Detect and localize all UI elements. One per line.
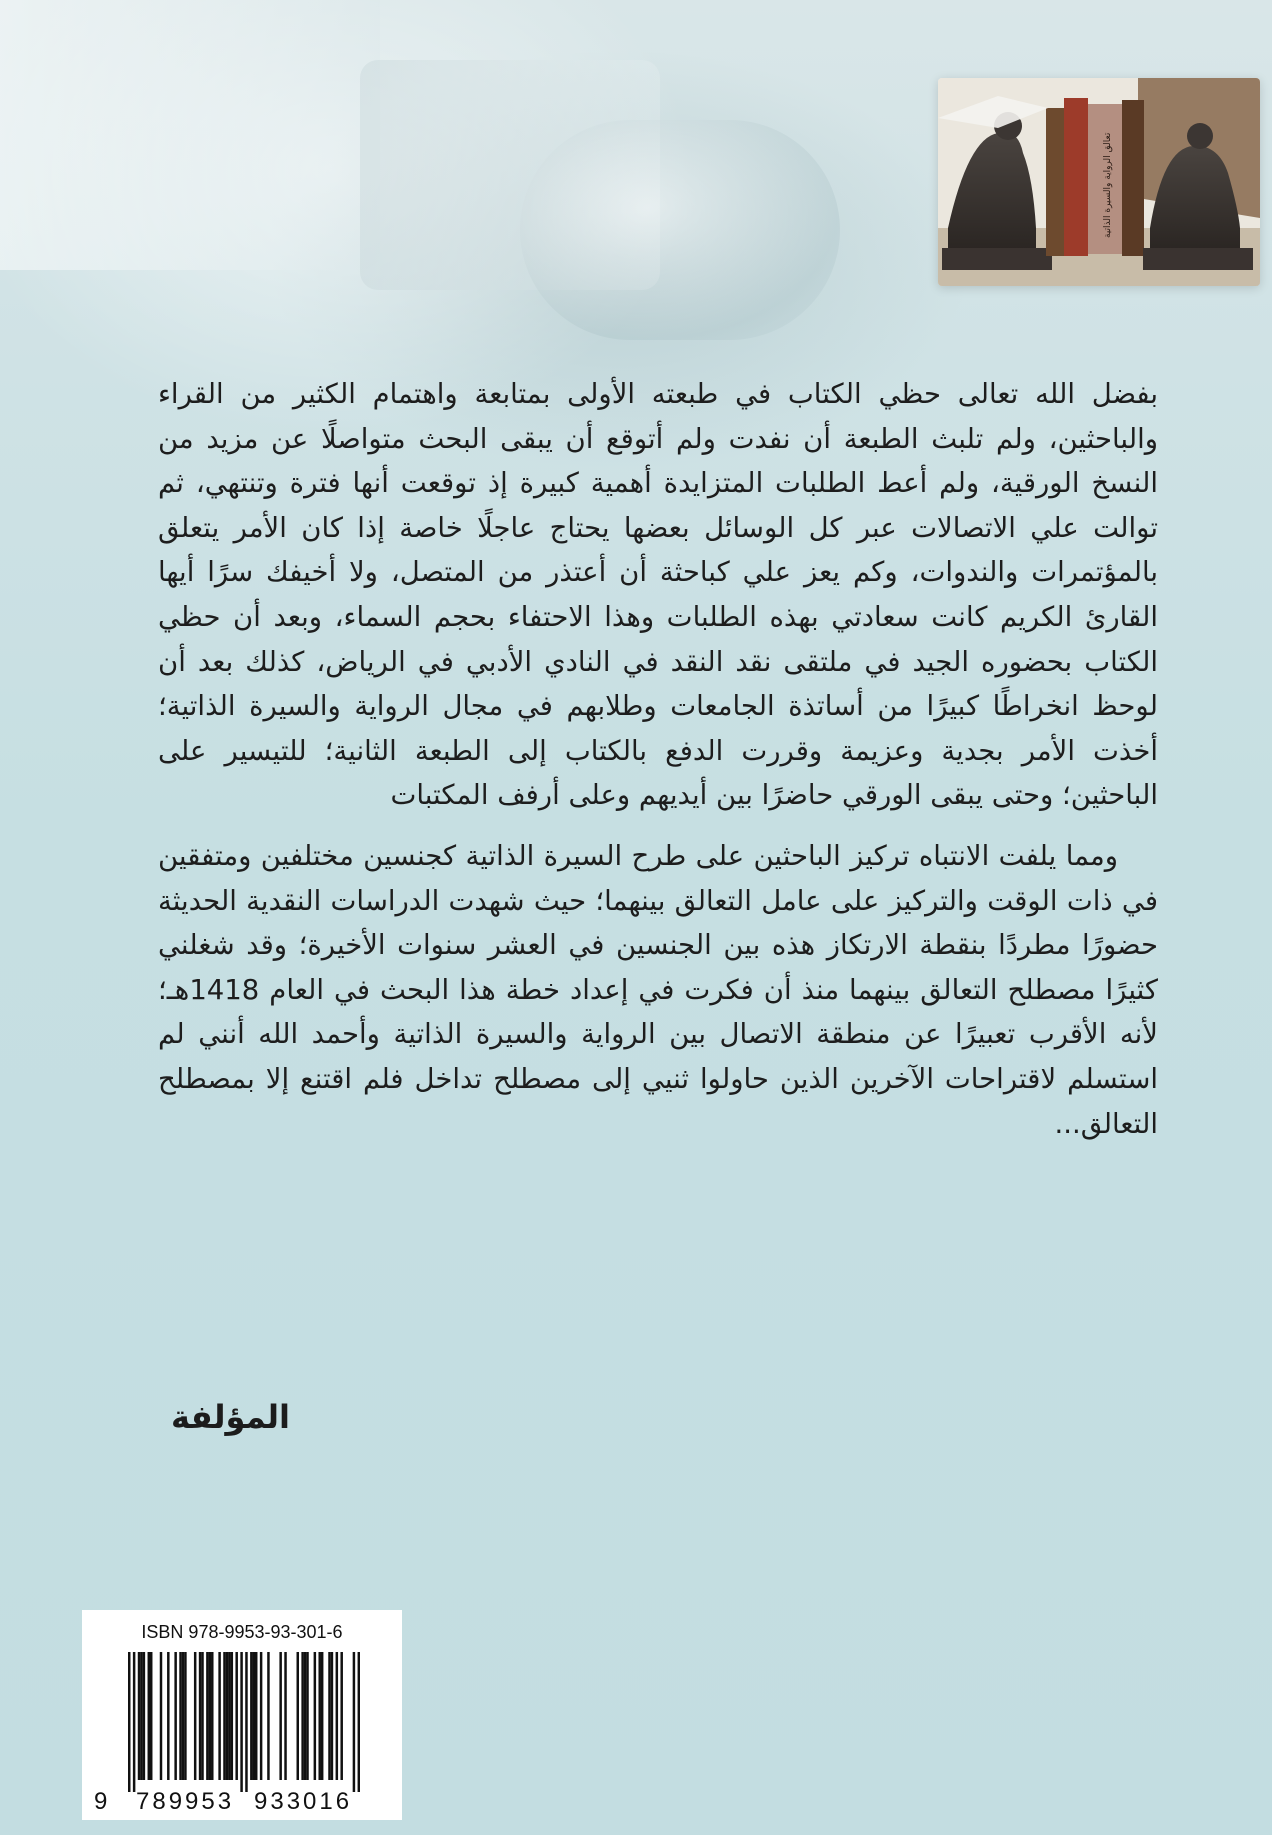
barcode-bar — [201, 1652, 203, 1780]
barcode-bars — [128, 1652, 360, 1792]
text-line: حظي الكتاب بحضوره الجيد في ملتقى نقد النقد في النادي الأدبي في الرياض، كذلك — [158, 600, 1158, 678]
barcode-digits-right: 933016 — [254, 1788, 353, 1815]
synopsis-text — [158, 372, 1158, 1146]
barcode-bar — [255, 1652, 257, 1780]
isbn-barcode — [82, 1610, 402, 1820]
barcode-bar — [226, 1652, 228, 1780]
text-line: ومتفقين في ذات الوقت والتركيز على عامل التعالق بينهما؛ حيث شهدت الدراسات — [158, 839, 1158, 917]
barcode-bar — [297, 1652, 299, 1780]
barcode-digits-left: 789953 — [136, 1788, 235, 1815]
barcode-bar — [306, 1652, 308, 1780]
barcode-bar — [133, 1652, 135, 1792]
barcode-bar — [253, 1652, 255, 1780]
barcode-bar — [353, 1652, 355, 1792]
barcode-bar — [160, 1652, 162, 1780]
text-line: الأخيرة؛ وقد شغلني كثيرًا مصطلح التعالق بينهما منذ أن فكرت في إعداد خطة هذا — [158, 929, 1159, 1006]
text-line: بعد أن لوحظ انخراطًا كبيرًا من أساتذة الجامعات وطلابهم في مجال الرواية والسيرة — [158, 645, 1158, 723]
barcode-bar — [340, 1652, 342, 1780]
barcode-bar — [318, 1652, 320, 1780]
barcode-bar — [358, 1652, 360, 1792]
barcode-bar — [250, 1652, 252, 1780]
background-book-shape — [0, 0, 380, 270]
isbn-label: ISBN 978-9953-93-301-6 — [141, 1622, 343, 1642]
text-line: ثم توالت علي الاتصالات عبر كل الوسائل بعضها يحتاج عاجلًا خاصة إذا كان الأمر — [158, 467, 1158, 544]
barcode-bar — [143, 1652, 145, 1780]
barcode-bar — [174, 1652, 176, 1780]
text-line: أيها القارئ الكريم كانت سعادتي بهذه الطلبات وهذا الاحتفاء بحجم السماء، وبعد أن — [158, 556, 1158, 633]
barcode-bar — [331, 1652, 333, 1780]
barcode-bar — [231, 1652, 233, 1780]
text-line: النقدية الحديثة حضورًا مطردًا بنقطة الارتكاز هذه بين الجنسين في العشر سنوات — [158, 884, 1159, 962]
barcode-bar — [245, 1652, 247, 1792]
barcode-bar — [240, 1652, 242, 1792]
barcode-bar — [223, 1652, 225, 1780]
barcode-bar — [314, 1652, 316, 1780]
barcode-bar — [304, 1652, 306, 1780]
barcode-bar — [218, 1652, 220, 1780]
barcode-bar — [279, 1652, 281, 1780]
barcode-bar — [336, 1652, 338, 1780]
barcode-bar — [167, 1652, 169, 1780]
bookends-photo — [938, 78, 1260, 286]
barcode-bar — [260, 1652, 262, 1780]
barcode-bar — [228, 1652, 230, 1780]
barcode-bar — [328, 1652, 330, 1780]
text-line: تداخل فلم اقتنع إلا بمصطلح التعالق... — [158, 1062, 1158, 1140]
paragraph-2 — [158, 834, 1158, 1146]
barcode-bar — [235, 1652, 237, 1780]
barcode-bar — [206, 1652, 208, 1780]
spine-title: تعالق الرواية والسيرة الذاتية — [1103, 132, 1113, 238]
barcode-bar — [211, 1652, 213, 1780]
text-line: على الباحثين؛ وحتى يبقى الورقي حاضرًا بين أيديهم وعلى أرفف المكتبات — [158, 734, 1158, 812]
text-line: الذاتية؛ أخذت الأمر بجدية وعزيمة وقررت الدفع بالكتاب إلى الطبعة الثانية؛ للتيسير — [158, 690, 1158, 767]
barcode-bar — [128, 1652, 130, 1792]
barcode-bar — [284, 1652, 286, 1780]
barcode-bar — [184, 1652, 186, 1780]
barcode-bar — [321, 1652, 323, 1780]
text-line: بفضل الله تعالى حظي الكتاب في طبعته الأولى بمتابعة واهتمام الكثير من القراء — [158, 378, 1158, 410]
barcode-bar — [267, 1652, 269, 1780]
barcode-bar — [140, 1652, 142, 1780]
text-line: ومما يلفت الانتباه تركيز الباحثين على طرح السيرة الذاتية كجنسين مختلفين — [260, 839, 1118, 872]
text-line: والباحثين، ولم تلبث الطبعة أن نفدت ولم أتوقع أن يبقى البحث متواصلًا عن مزيد من — [158, 422, 1158, 455]
text-line: النسخ الورقية، ولم أعط الطلبات المتزايدة أهمية كبيرة إذ توقعت أنها فترة وتنتهي، — [195, 467, 1158, 500]
barcode-bar — [194, 1652, 196, 1780]
barcode-bar — [148, 1652, 150, 1780]
text-line: البحث في العام 1418هـ؛ لأنه الأقرب تعبيرًا عن منطقة الاتصال بين الرواية والسيرة — [158, 973, 1158, 1051]
author-signature: المؤلفة — [171, 1398, 290, 1436]
barcode-bar — [150, 1652, 152, 1780]
barcode-bar — [138, 1652, 140, 1780]
barcode-bar — [179, 1652, 181, 1780]
text-line: الذاتية وأحمد الله أنني لم استسلم لاقتراحات الآخرين الذين حاولوا ثنيي إلى مصطلح — [158, 1018, 1158, 1095]
background-book-shape — [520, 120, 840, 340]
text-line: يتعلق بالمؤتمرات والندوات، وكم يعز علي كباحثة أن أعتذر من المتصل، ولا أخيفك سرًا — [158, 511, 1158, 589]
barcode-bar — [209, 1652, 211, 1780]
barcode-bar — [199, 1652, 201, 1780]
barcode-digit-first: 9 — [94, 1788, 108, 1815]
barcode-bar — [301, 1652, 303, 1780]
paragraph-1 — [158, 372, 1158, 818]
barcode-bar — [182, 1652, 184, 1780]
